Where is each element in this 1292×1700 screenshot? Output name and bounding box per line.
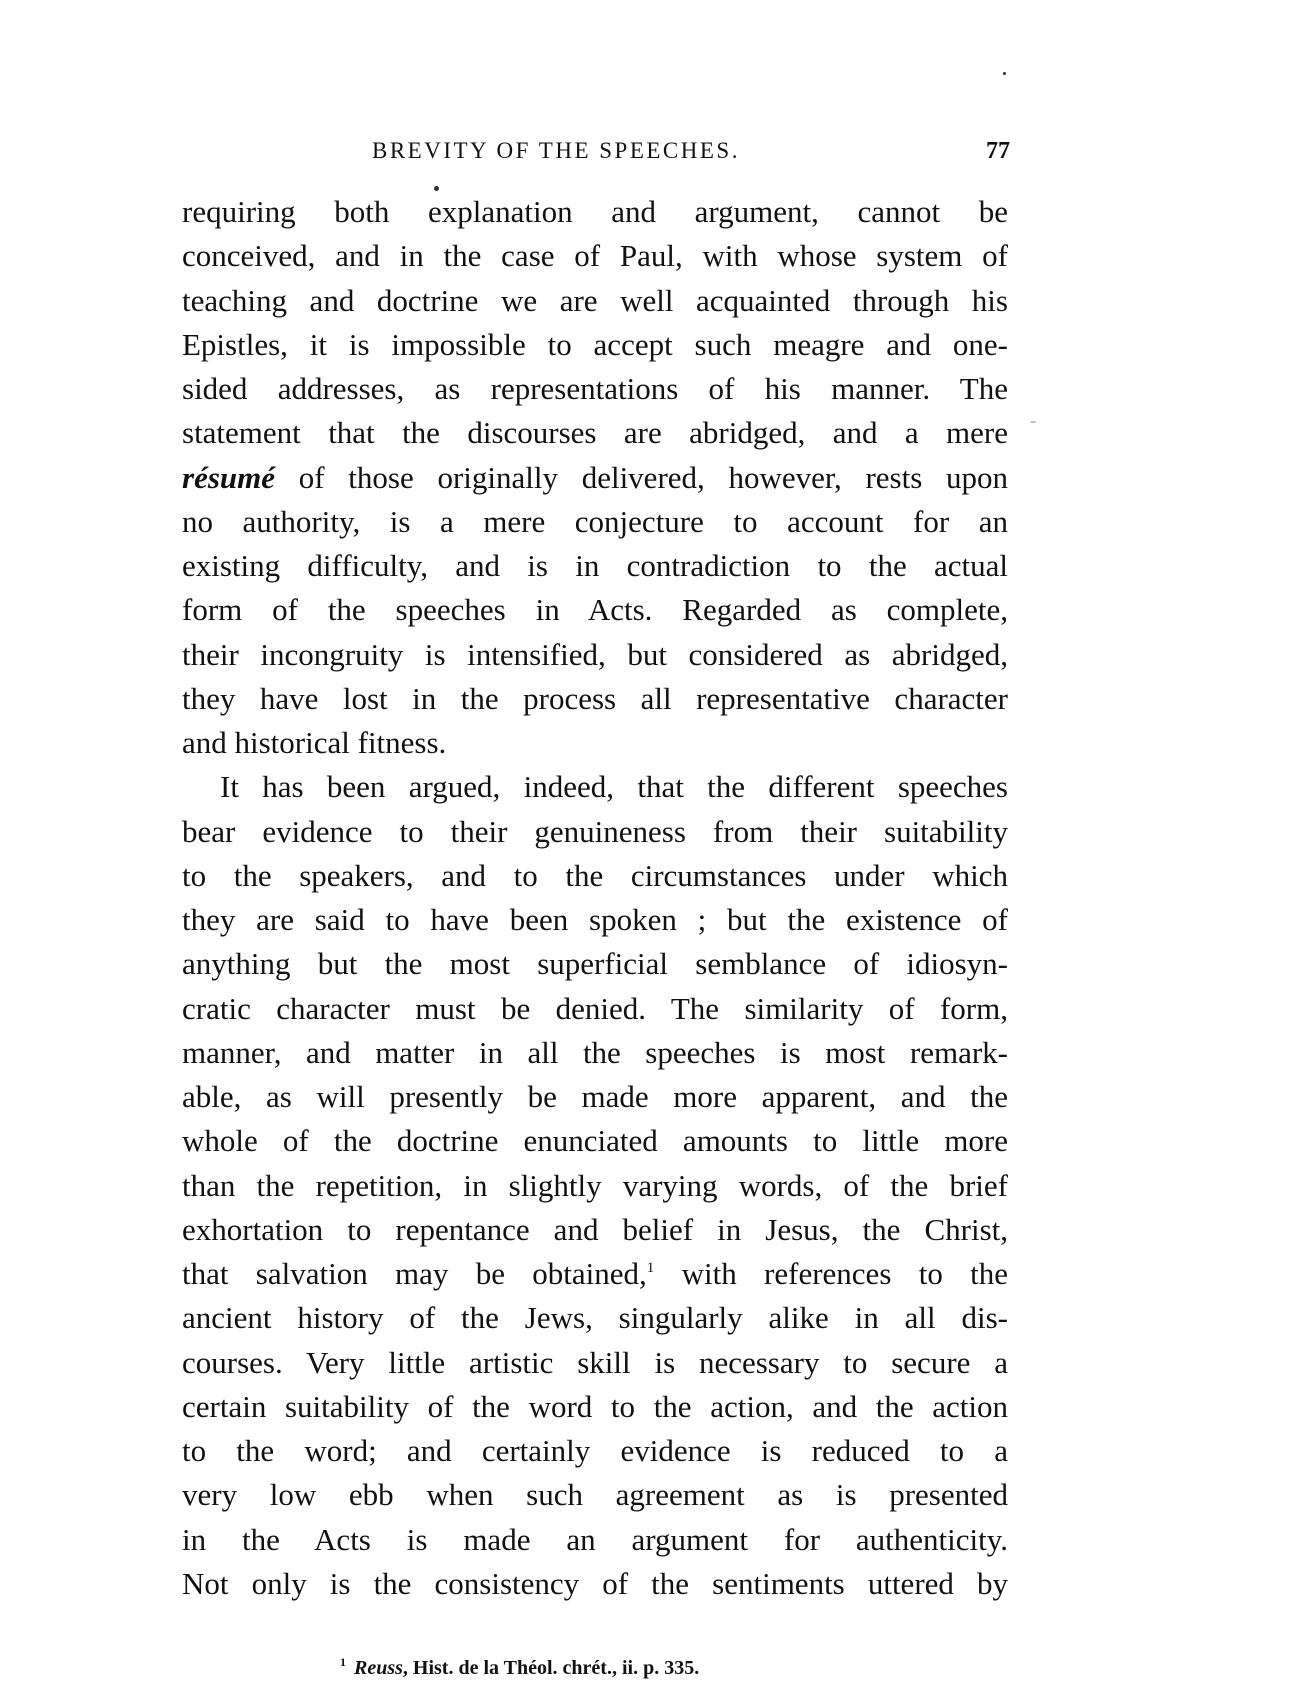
text-line: courses. Very little artistic skill is necessary to secure a xyxy=(182,1344,1008,1380)
body-text xyxy=(182,190,1008,1606)
text-line: very low ebb when such agreement as is presented xyxy=(182,1477,1008,1513)
footnote-citation: , Hist. de la Théol. chrét., ii. p. 335. xyxy=(402,1657,700,1679)
line-start: that salvation may be obtained, xyxy=(182,1256,647,1291)
scan-speck xyxy=(1003,72,1006,75)
running-head xyxy=(172,138,1010,178)
text-line: manner, and matter in all the speeches is most remark- xyxy=(182,1034,1008,1070)
text-line: their incongruity is intensified, but considered as abridged, xyxy=(182,636,1008,672)
text-line: bear evidence to their genuineness from their suitability xyxy=(182,813,1008,849)
text-line: and historical fitness. xyxy=(182,725,447,760)
page-number: 77 xyxy=(986,138,1010,164)
text-line: sided addresses, as representations of his manner. The xyxy=(182,371,1008,406)
text-line: conceived, and in the case of Paul, with whose system of xyxy=(182,238,1008,274)
text-line: Epistles, it is impossible to accept such meagre and one- xyxy=(182,326,1008,362)
line-end: with references to the xyxy=(681,1256,1009,1291)
text-line: It has been argued, indeed, that the different speeches xyxy=(220,769,1008,805)
text-line-with-italic xyxy=(182,456,1008,500)
text-line: teaching and doctrine we are well acquainted through his xyxy=(182,282,1008,318)
text-line: certain suitability of the word to the action, and the action xyxy=(182,1388,1008,1424)
line-rest: of those originally delivered, however, rests upon xyxy=(298,459,1009,495)
footnote-author: Reuss xyxy=(354,1657,403,1679)
scan-speck xyxy=(1030,421,1036,423)
text-line: exhortation to repentance and belief in Jesus, the Christ, xyxy=(182,1211,1008,1247)
text-line: in the Acts is made an argument for authenticity. xyxy=(182,1521,1008,1557)
footnote-reference[interactable]: 1 xyxy=(646,1260,655,1276)
text-line: whole of the doctrine enunciated amounts to little more xyxy=(182,1123,1008,1159)
text-line: statement that the discourses are abridged, and a mere xyxy=(182,415,1008,451)
text-line: cratic character must be denied. The similarity of form, xyxy=(182,990,1008,1026)
text-line: existing difficulty, and is in contradiction to the actual xyxy=(182,548,1008,583)
text-line-with-footnote-ref xyxy=(182,1252,1008,1296)
text-line: able, as will presently be made more apparent, and the xyxy=(182,1079,1008,1114)
text-line: anything but the most superficial semblance of idiosyn- xyxy=(182,946,1008,982)
footnote xyxy=(340,1655,699,1680)
text-line: than the repetition, in slightly varying words, of the brief xyxy=(182,1167,1008,1203)
paragraph-1 xyxy=(182,190,1008,765)
text-line: ancient history of the Jews, singularly alike in all dis- xyxy=(182,1300,1008,1336)
text-line: they are said to have been spoken ; but the existence of xyxy=(182,902,1008,937)
text-line: form of the speeches in Acts. Regarded as complete, xyxy=(182,592,1008,628)
paragraph-2 xyxy=(182,765,1008,1606)
text-line: to the word; and certainly evidence is reduced to a xyxy=(182,1433,1008,1468)
italic-word: résumé xyxy=(182,459,275,495)
text-line: they have lost in the process all representative character xyxy=(182,680,1008,716)
text-line: no authority, is a mere conjecture to account for an xyxy=(182,503,1008,539)
text-line: requiring both explanation and argument, cannot be xyxy=(182,194,1008,229)
footnote-marker: 1 xyxy=(340,1655,346,1669)
running-title: BREVITY OF THE SPEECHES. xyxy=(372,138,740,163)
text-line: Not only is the consistency of the sentiments uttered by xyxy=(182,1565,1008,1601)
text-line: to the speakers, and to the circumstances under which xyxy=(182,857,1008,893)
